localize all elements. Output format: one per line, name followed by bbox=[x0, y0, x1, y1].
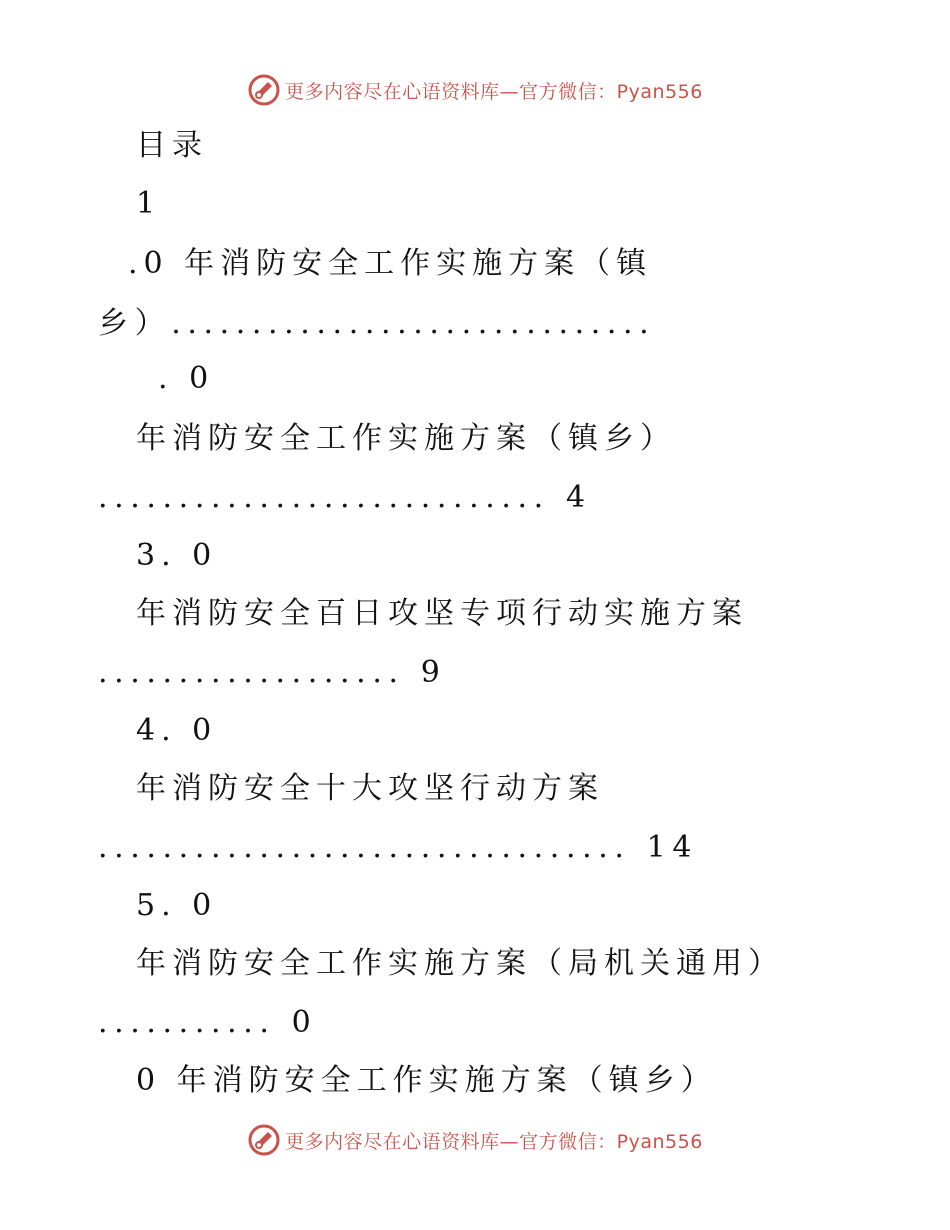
toc-line: 年消防安全工作实施方案（镇乡） bbox=[136, 421, 676, 456]
toc-line: ................................. 14 bbox=[98, 830, 699, 865]
toc-line: 乡）.............................. bbox=[98, 306, 656, 341]
toc-line: 4. 0 bbox=[136, 713, 218, 748]
header-watermark bbox=[0, 70, 950, 110]
toc-line: ................... 9 bbox=[98, 655, 447, 690]
brand-logo-icon bbox=[247, 73, 281, 107]
toc-line: 0 年消防安全工作实施方案（镇乡） bbox=[136, 1063, 717, 1098]
toc-line: ........... 0 bbox=[98, 1005, 318, 1040]
brand-logo-icon bbox=[247, 1123, 281, 1157]
toc-heading: 目录 bbox=[136, 128, 208, 163]
toc-line: . 0 bbox=[158, 361, 215, 396]
footer-watermark bbox=[0, 1120, 950, 1160]
watermark-text: 更多内容尽在心语资料库—官方微信：Pyan556 bbox=[285, 1130, 703, 1153]
watermark-text: 更多内容尽在心语资料库—官方微信：Pyan556 bbox=[285, 80, 703, 103]
toc-line: 年消防安全百日攻坚专项行动实施方案 bbox=[136, 596, 748, 631]
toc-line: 1 bbox=[136, 186, 162, 221]
toc-line: 年消防安全工作实施方案（局机关通用） bbox=[136, 946, 784, 981]
toc-line: 5. 0 bbox=[136, 888, 218, 923]
toc-line: 年消防安全十大攻坚行动方案 bbox=[136, 771, 604, 806]
toc-line: 3. 0 bbox=[136, 538, 218, 573]
toc-line: ............................ 4 bbox=[98, 480, 592, 515]
toc-line: .0 年消防安全工作实施方案（镇 bbox=[128, 246, 653, 281]
